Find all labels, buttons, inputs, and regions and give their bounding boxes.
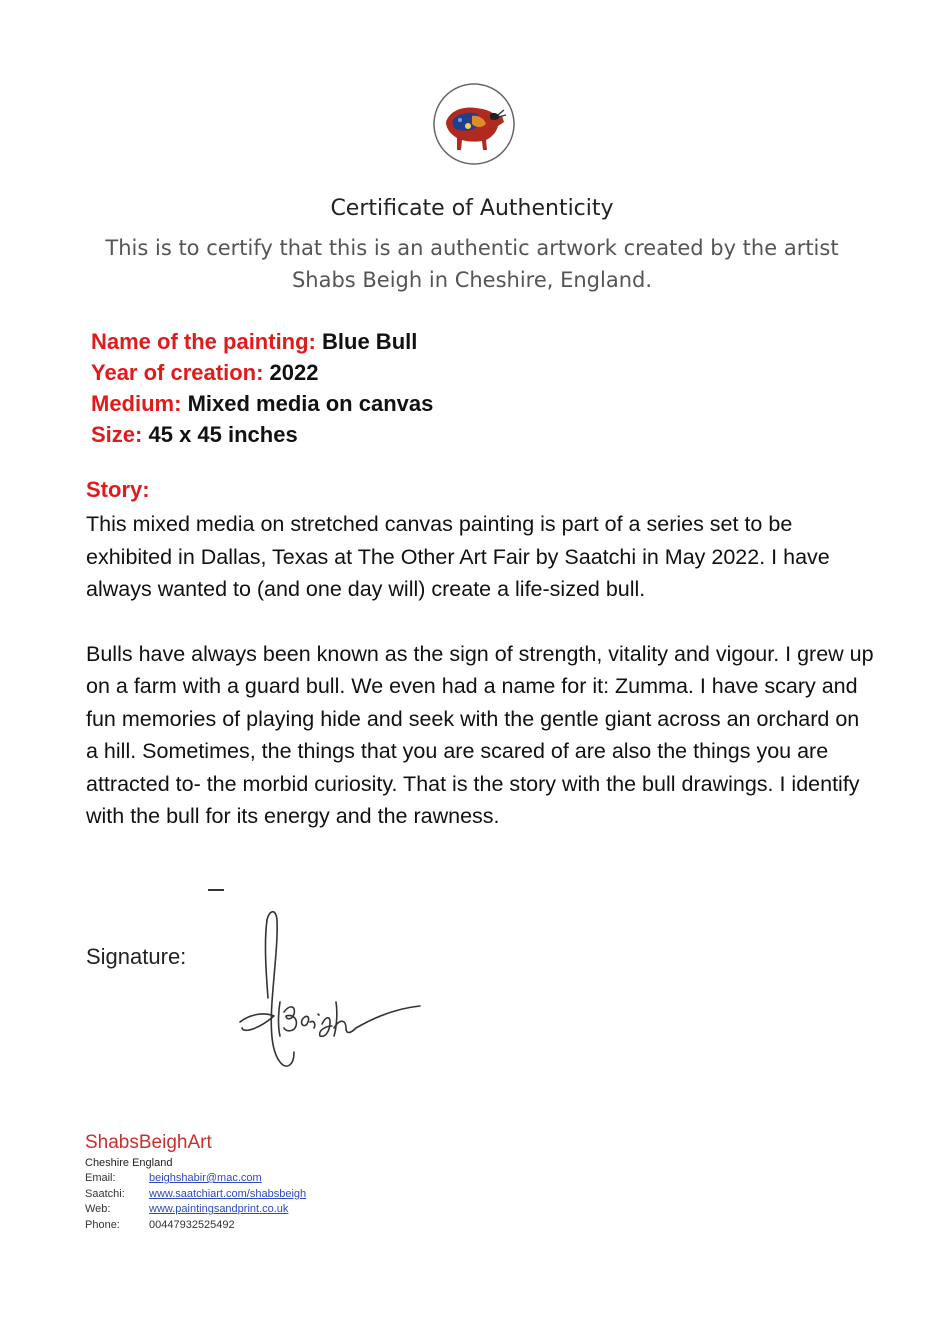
- detail-value: 45 x 45 inches: [148, 422, 298, 447]
- story-heading: Story:: [86, 477, 150, 502]
- detail-value: Blue Bull: [322, 329, 418, 354]
- phone-number: 00447932525492: [149, 1218, 235, 1231]
- handwritten-signature: [230, 902, 425, 1092]
- contact-web: [85, 1202, 306, 1218]
- certificate-statement: [0, 232, 944, 296]
- story-paragraph-1: This mixed media on stretched canvas painting is part of a series set to be exhibited in Dallas, Texas at The Other Art Fair by Saatchi in May 2022. I have always wanted to (and one day will) create a life-sized bull.: [86, 512, 830, 601]
- bull-logo-icon: [432, 82, 516, 166]
- signature-label: Signature:: [86, 944, 187, 969]
- detail-row-name: [91, 326, 433, 357]
- website-link[interactable]: www.paintingsandprint.co.uk: [149, 1203, 289, 1215]
- saatchi-link[interactable]: www.saatchiart.com/shabsbeigh: [149, 1187, 307, 1200]
- detail-label: Name of the painting:: [91, 329, 316, 354]
- contact-email: [85, 1171, 306, 1187]
- footer-contact-block: [85, 1132, 306, 1233]
- brand-name: ShabsBeighArt: [85, 1132, 212, 1153]
- detail-value: Mixed media on canvas: [187, 391, 434, 416]
- detail-row-size: [91, 419, 433, 450]
- detail-row-year: [91, 357, 433, 388]
- statement-line-1: This is to certify that this is an authentic artwork created by the artist: [105, 236, 839, 260]
- statement-line-2: Shabs Beigh in Cheshire, England.: [291, 268, 653, 292]
- certificate-title: Certificate of Authenticity: [330, 196, 614, 221]
- contact-key: Email:: [85, 1172, 116, 1184]
- story-body: [86, 508, 876, 833]
- detail-row-medium: [91, 388, 433, 419]
- contact-phone: [85, 1218, 306, 1234]
- brand-address: Cheshire England: [85, 1157, 173, 1169]
- detail-label: Year of creation:: [91, 360, 264, 385]
- story-paragraph-2: Bulls have always been known as the sign of strength, vitality and vigour. I grew up on a farm with a guard bull. We even had a name for it: Zumma. I have scary and fun memories of playing hide and seek with the gentle giant across an orchard on a hill. Sometimes, the things that you are scared of are also the things you are attracted to- the morbid curiosity. That is the story with the bull drawings. I identify with the bull for its energy and the rawness.: [86, 641, 874, 828]
- contact-saatchi: [85, 1187, 306, 1203]
- detail-label: Medium:: [91, 391, 182, 416]
- divider-mark: [208, 889, 224, 891]
- detail-value: 2022: [269, 360, 319, 385]
- detail-label: Size:: [91, 422, 143, 447]
- contact-key: Web:: [85, 1203, 111, 1215]
- email-link[interactable]: beighshabir@mac.com: [149, 1172, 262, 1184]
- contact-key: Saatchi:: [85, 1187, 125, 1200]
- artwork-details: [91, 326, 433, 450]
- contact-key: Phone:: [85, 1218, 120, 1231]
- paragraph-spacer: [86, 606, 876, 638]
